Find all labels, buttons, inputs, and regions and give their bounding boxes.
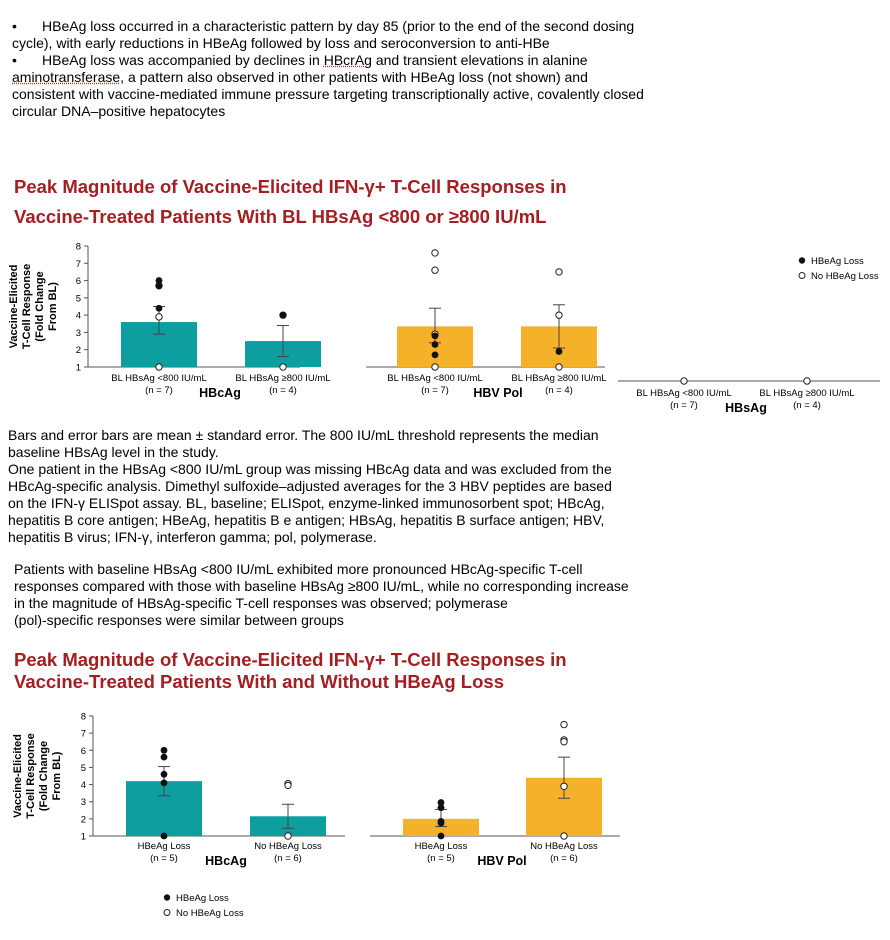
chart2-x-tick-n: (n = 5) — [150, 853, 178, 864]
chart2-open-point — [561, 833, 567, 839]
bullet-1: • HBeAg loss occurred in a characteristic pattern by day 85 (prior to the end of the second dosing cycle), with early reductions in HBeAg followed by loss and seroconversion to anti-HBe — [12, 18, 635, 51]
chart1-footnote: Bars and error bars are mean ± standard error. The 800 IU/mL threshold represents the median baseline HBsAg level in the study. One patient in the HBsAg <800 IU/mL group was missing HBcAg data and was excluded from the HBcAg-specific analysis. Dimethyl sulfoxide–adjusted averages for the 3 HBV peptides are based on the IFN-γ ELISpot assay. BL, baseline; ELISpot, enzyme-linked immunosorbent spot; HBcAg, hepatitis B core antigen; HBeAg, hepatitis B e antigen; HBsAg, hepatitis B surface antigen; HBV, hepatitis B virus; IFN-γ, interferon gamma; pol, polymerase. — [8, 427, 612, 545]
chart1-filled-point — [432, 332, 439, 339]
chart2-y-axis-label: T-Cell Response — [25, 733, 37, 819]
chart1-antigen-label: HBcAg — [199, 386, 241, 400]
chart2-y-tick-label: 8 — [80, 711, 86, 723]
chart1-y-tick-label: 1 — [75, 362, 81, 374]
chart2-x-tick-n: (n = 5) — [427, 853, 455, 864]
chart1-y-tick-label: 2 — [75, 345, 81, 357]
chart1-open-point — [280, 364, 286, 370]
chart1-open-point — [556, 312, 562, 318]
chart1-x-tick-n: (n = 4) — [545, 385, 573, 396]
chart1-y-tick-label: 7 — [75, 258, 81, 270]
section2-title: Peak Magnitude of Vaccine-Elicited IFN-γ+ T-Cell Responses in Vaccine-Treated Patients With and Without HBeAg Loss — [14, 649, 567, 692]
chart1-x-tick-n: (n = 4) — [793, 400, 821, 411]
chart1-y-axis-label: (Fold Change — [34, 271, 46, 342]
chart1-legend-filled-marker — [799, 257, 805, 263]
chart2-open-point — [285, 833, 291, 839]
chart2-open-point — [561, 739, 567, 745]
chart2-y-tick-label: 5 — [80, 762, 86, 774]
chart2-y-tick-label: 7 — [80, 728, 86, 740]
bullet-2: • HBeAg loss was accompanied by declines in HBcrAg and transient elevations in alanine aminotransferase, a pattern also observed in other patients with HBeAg loss (not shown) and consistent with vaccine-mediated immune pressure targeting transcriptionally active, covalently closed circular DNA–positive hepatocytes — [12, 52, 644, 119]
chart1-x-tick-label: BL HBsAg <800 IU/mL — [387, 373, 483, 384]
chart2-x-tick-label: HBeAg Loss — [414, 841, 468, 852]
chart2-x-tick-n: (n = 6) — [550, 853, 578, 864]
chart1-x-tick-n: (n = 4) — [269, 385, 297, 396]
chart1-open-point — [804, 378, 810, 384]
chart1-legend-label: HBeAg Loss — [811, 256, 864, 267]
chart2-legend-label: No HBeAg Loss — [176, 908, 244, 919]
chart2-legend-open-marker — [164, 910, 170, 916]
chart2-y-tick-label: 3 — [80, 797, 86, 809]
chart2-x-tick-label: No HBeAg Loss — [254, 841, 322, 852]
chart2-legend-label: HBeAg Loss — [176, 893, 229, 904]
chart1-open-point — [681, 378, 687, 384]
chart2-antigen-label: HBV Pol — [477, 854, 527, 868]
chart2-filled-point — [161, 747, 168, 754]
section1-title: Peak Magnitude of Vaccine-Elicited IFN-γ+ T-Cell Responses in Vaccine-Treated Patients With BL HBsAg <800 or ≥800 IU/mL — [14, 176, 567, 227]
chart2-x-tick-label: No HBeAg Loss — [530, 841, 598, 852]
chart1-y-tick-label: 8 — [75, 241, 81, 253]
chart1-filled-point — [556, 348, 563, 355]
chart2-open-point — [561, 721, 567, 727]
chart2-open-point — [561, 783, 567, 789]
chart1-y-axis-label: T-Cell Response — [21, 263, 33, 350]
chart1-y-axis-label: Vaccine-Elicited — [8, 264, 20, 349]
chart2-filled-point — [161, 771, 168, 778]
hbcrag-term: HBcrAg — [323, 52, 372, 68]
chart1-filled-point — [280, 312, 287, 319]
chart1-x-tick-n: (n = 7) — [670, 400, 698, 411]
chart1-x-tick-label: BL HBsAg <800 IU/mL — [111, 373, 207, 384]
chart2-open-point — [285, 782, 291, 788]
summary-paragraph: Patients with baseline HBsAg <800 IU/mL exhibited more pronounced HBcAg-specific T-cell responses compared with those with baseline HBsAg ≥800 IU/mL, while no corresponding increase in the magnitude of HBsAg-specific T-cell responses was observed; polymerase (pol)-specific responses were similar between groups — [14, 561, 629, 628]
aminotransferase-term: aminotransferase — [12, 69, 121, 85]
chart1-open-point — [432, 364, 438, 370]
chart1-x-tick-label: BL HBsAg ≥800 IU/mL — [235, 373, 331, 384]
chart2-x-tick-label: HBeAg Loss — [137, 841, 191, 852]
chart2-filled-point — [438, 820, 445, 827]
chart1-legend-open-marker — [799, 273, 805, 279]
chart1-legend-label: No HBeAg Loss — [811, 271, 879, 282]
chart2-filled-point — [438, 833, 445, 840]
chart1-y-tick-label: 6 — [75, 276, 81, 288]
chart1-open-point — [432, 267, 438, 273]
chart1-y-tick-label: 3 — [75, 327, 81, 339]
chart1-filled-point — [156, 305, 163, 312]
chart2-antigen-label: HBcAg — [205, 854, 247, 868]
chart1-x-tick-n: (n = 7) — [421, 385, 449, 396]
chart2-y-tick-label: 1 — [80, 831, 86, 843]
chart2-y-axis-label: From BL) — [51, 751, 63, 801]
chart1-y-tick-label: 5 — [75, 293, 81, 305]
chart2-y-axis-label: (Fold Change — [38, 740, 50, 812]
chart1-antigen-label: HBV Pol — [473, 386, 523, 400]
chart2-filled-point — [161, 833, 168, 840]
chart2-y-tick-label: 4 — [80, 780, 86, 792]
chart1-filled-point — [432, 341, 439, 348]
chart1-x-tick-label: BL HBsAg ≥800 IU/mL — [759, 388, 855, 399]
chart1-x-tick-n: (n = 7) — [145, 385, 173, 396]
chart2-filled-point — [161, 754, 168, 761]
chart1-open-point — [156, 314, 162, 320]
chart2-filled-point — [438, 804, 445, 811]
chart1-filled-point — [156, 282, 163, 289]
chart1-open-point — [556, 364, 562, 370]
chart1-x-tick-label: BL HBsAg ≥800 IU/mL — [511, 373, 607, 384]
chart1-open-point — [556, 269, 562, 275]
chart1-antigen-label: HBsAg — [725, 401, 767, 415]
chart1-filled-point — [432, 352, 439, 359]
chart2-y-tick-label: 6 — [80, 745, 86, 757]
chart1-x-tick-label: BL HBsAg <800 IU/mL — [636, 388, 732, 399]
chart2-y-tick-label: 2 — [80, 814, 86, 826]
chart2-y-axis-label: Vaccine-Elicited — [12, 734, 24, 818]
chart2-legend-filled-marker — [164, 894, 170, 900]
chart1-y-tick-label: 4 — [75, 310, 81, 322]
chart1-open-point — [156, 364, 162, 370]
chart1-y-axis-label: From BL) — [47, 282, 59, 331]
chart2-filled-point — [161, 779, 168, 786]
chart2-x-tick-n: (n = 6) — [274, 853, 302, 864]
chart1-open-point — [432, 250, 438, 256]
